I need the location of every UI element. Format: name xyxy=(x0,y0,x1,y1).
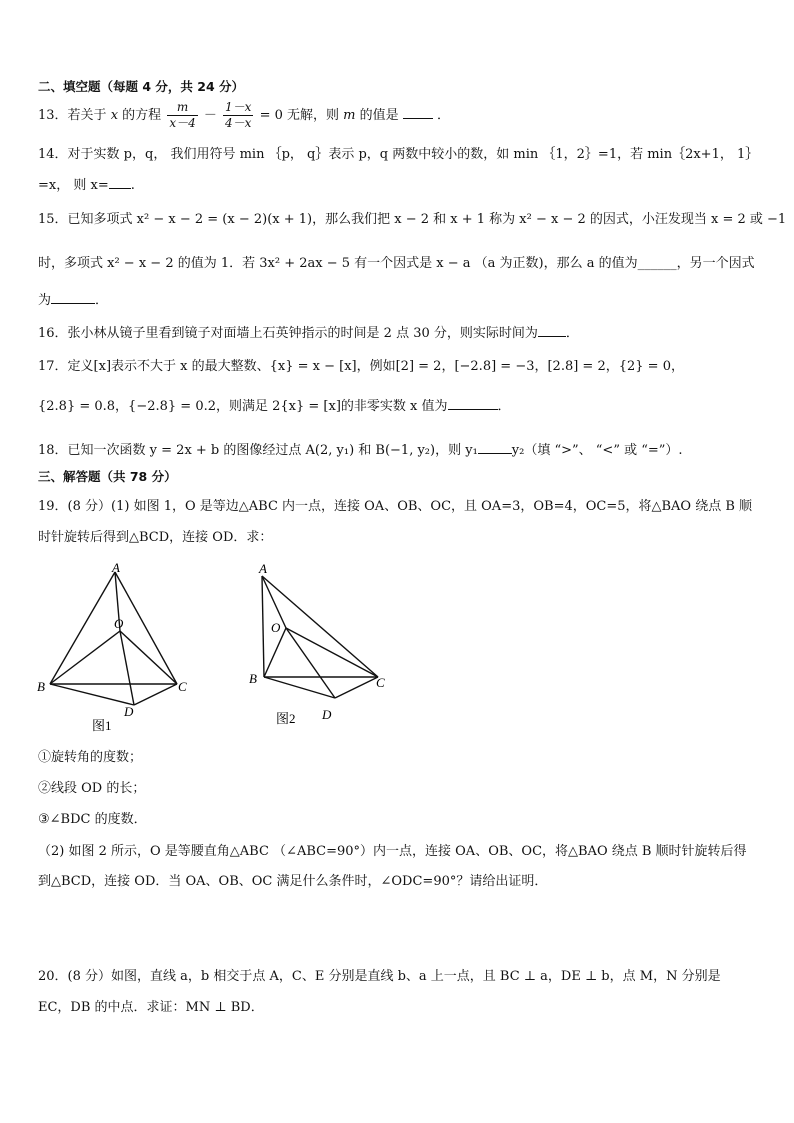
question-16 xyxy=(38,324,579,343)
question-18 xyxy=(38,441,683,460)
fig1-label-o: O xyxy=(114,616,124,631)
question-19-line-2: 时针旋转后得到△BCD，连接 OD．求： xyxy=(38,530,273,545)
section-title-answer: 三、解答题（共 78 分） xyxy=(38,469,177,484)
q13-text-c: 无解，则 xyxy=(287,108,340,123)
q13-fraction-2 xyxy=(223,100,253,131)
question-19-line-1: 19．(8 分）(1) 如图 1，O 是等边△ABC 内一点，连接 OA、OB、OC，且 OA=3，OB=4，OC=5，将△BAO 绕点 B 顺 xyxy=(38,499,753,514)
question-14-line-1: 14．对于实数 p，q， 我们用符号 min ｛p， q｝表示 p，q 两数中较小的数，如 min ｛1，2｝=1，若 min｛2x+1， 1｝ xyxy=(38,147,759,162)
fig2-caption: 图2 xyxy=(276,711,296,726)
fig2-label-b: B xyxy=(249,671,257,686)
q18-text-a: 18．已知一次函数 y = 2x + b 的图像经过点 A(2, y₁) 和 B(−1, y₂)，则 y₁ xyxy=(38,443,478,458)
fig1-label-c: C xyxy=(178,679,187,694)
q13-equals: = 0 xyxy=(259,108,283,123)
q15-text-a: 为 xyxy=(38,293,52,308)
figure-1 xyxy=(30,560,200,735)
question-20-line-1: 20．(8 分）如图，直线 a，b 相交于点 A，C、E 分别是直线 b、a 上一点，且 BC ⊥ a，DE ⊥ b，点 M，N 分别是 xyxy=(38,969,721,984)
q14-text-b: . xyxy=(130,178,135,193)
question-13 xyxy=(38,100,450,131)
q13-answer-blank[interactable] xyxy=(403,106,433,119)
section-title-fill-in: 二、填空题（每题 4 分，共 24 分） xyxy=(38,79,245,94)
question-15-line-1: 15．已知多项式 x² − x − 2 = (x − 2)(x + 1)，那么我们把 x − 2 和 x + 1 称为 x² − x − 2 的因式，小汪发现当 x = 2 或 −1 xyxy=(38,212,787,227)
q13-fraction-2-denominator: 4－x xyxy=(225,116,252,130)
q14-answer-blank[interactable] xyxy=(109,176,131,189)
q13-var-x: x xyxy=(110,108,119,123)
figure-1-lines xyxy=(50,572,177,705)
question-17-line-2 xyxy=(38,397,511,416)
question-15-line-3 xyxy=(38,291,108,310)
fig1-label-a: A xyxy=(112,560,120,575)
q13-fraction-1-numerator: m xyxy=(167,100,197,116)
figure-2 xyxy=(240,560,400,735)
q13-period: ． xyxy=(436,108,450,123)
fig2-label-a: A xyxy=(259,561,267,576)
question-20-line-2: EC，DB 的中点．求证：MN ⊥ BD． xyxy=(38,1000,264,1015)
question-15-line-2: 时，多项式 x² − x − 2 的值为 1．若 3x² + 2ax − 5 有一个因式是 x − a （a 为正数)，那么 a 的值为______，另一个因式 xyxy=(38,256,755,271)
q13-fraction-2-numerator: 1－x xyxy=(225,100,252,114)
q15-text-b: ． xyxy=(95,293,109,308)
q13-minus: － xyxy=(203,108,217,123)
q19-item-3: ③∠BDC 的度数． xyxy=(38,812,147,827)
fig1-caption: 图1 xyxy=(92,718,112,733)
q13-text-a: 13．若关于 xyxy=(38,108,107,123)
fig1-label-b: B xyxy=(37,679,45,694)
q19-part-2-line-1: （2) 如图 2 所示，O 是等腰直角△ABC （∠ABC=90°）内一点，连接 OA、OB、OC，将△BAO 绕点 B 顺时针旋转后得 xyxy=(38,844,747,859)
q16-text-a: 16．张小林从镜子里看到镜子对面墙上石英钟指示的时间是 2 点 30 分，则实际时间为 xyxy=(38,326,538,341)
fig2-label-d: D xyxy=(322,707,332,722)
fig1-label-d: D xyxy=(124,704,134,719)
q14-text-a: =x， 则 x= xyxy=(38,178,109,193)
q13-var-m: m xyxy=(343,108,356,123)
figure-2-lines xyxy=(262,576,378,698)
q17-text-a: {2.8} = 0.8，{−2.8} = 0.2，则满足 2{x} = [x]的非零实数 x 值为 xyxy=(38,399,448,414)
question-14-line-2 xyxy=(38,176,135,195)
q13-text-d: 的值是 xyxy=(359,108,399,123)
q13-text-b: 的方程 xyxy=(122,108,162,123)
q17-answer-blank[interactable] xyxy=(448,397,498,410)
q15-answer-blank[interactable] xyxy=(51,291,95,304)
fig2-label-o: O xyxy=(271,620,281,635)
question-17-line-1: 17．定义[x]表示不大于 x 的最大整数、{x} = x − [x]，例如[2] = 2，[−2.8] = −3，[2.8] = 2，{2} = 0， xyxy=(38,359,684,374)
q19-item-2: ②线段 OD 的长； xyxy=(38,781,146,796)
q19-item-1: ①旋转角的度数； xyxy=(38,750,143,765)
q17-text-b: ． xyxy=(497,399,511,414)
q19-part-2-line-2: 到△BCD，连接 OD．当 OA、OB、OC 满足什么条件时，∠ODC=90°？请给出证明． xyxy=(38,874,548,889)
q16-answer-blank[interactable] xyxy=(538,324,566,337)
q13-fraction-1 xyxy=(167,100,197,131)
q18-text-b: y₂（填 “>”、 “<” 或 “=”）. xyxy=(511,443,683,458)
q18-answer-blank[interactable] xyxy=(478,441,512,454)
q13-fraction-1-denominator: x－4 xyxy=(169,116,196,130)
fig2-label-c: C xyxy=(376,675,385,690)
q16-text-b: ． xyxy=(565,326,579,341)
